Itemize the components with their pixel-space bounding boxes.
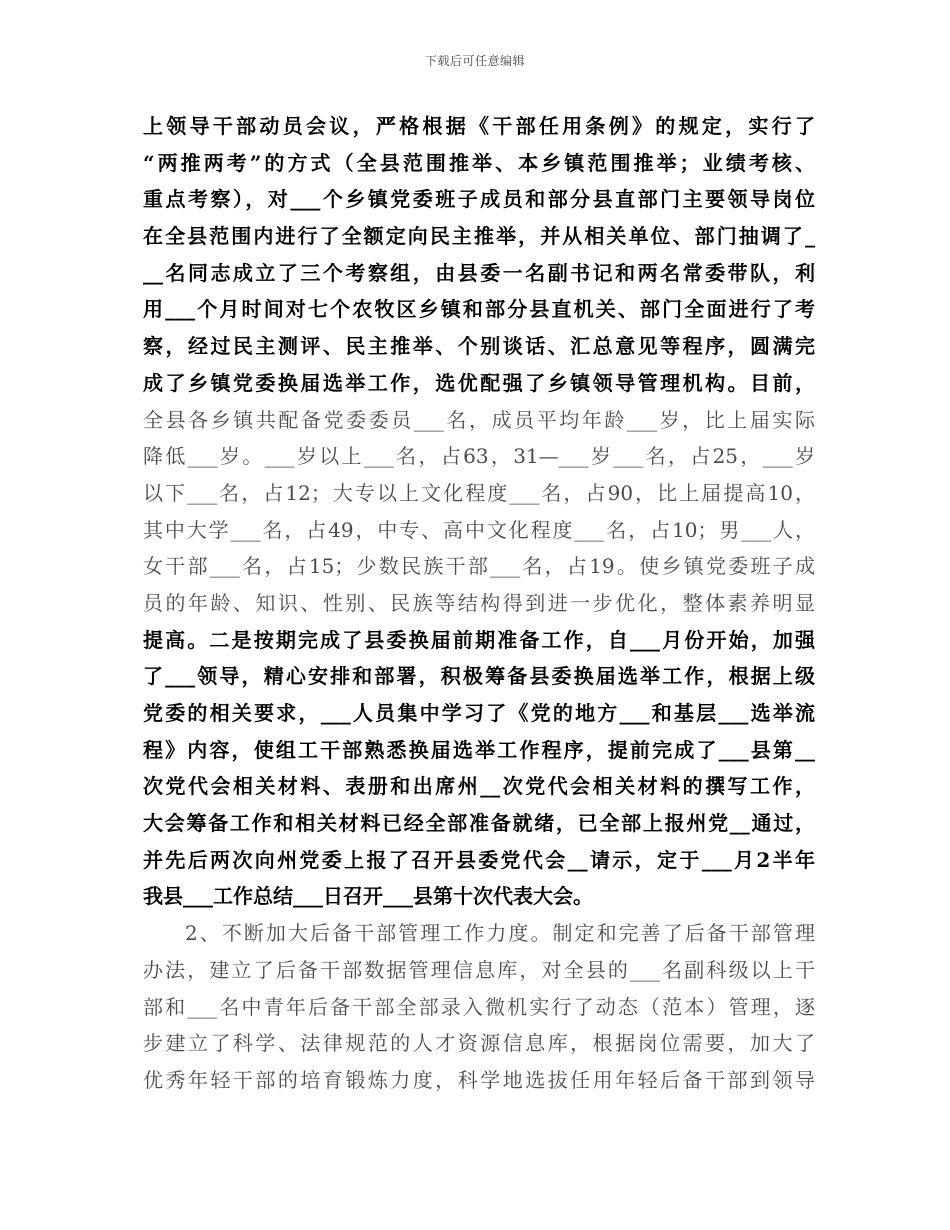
- text-line: 提高。二是按期完成了县委换届前期准备工作，自___月份开始，加强: [143, 627, 815, 652]
- section-heading-line: 2、不断加大后备干部管理工作力度。制定和完善了后备干部管理: [185, 921, 815, 946]
- page-header: 下载后可任意编辑: [424, 54, 525, 68]
- text-line: 部和___名中青年后备干部全部录入微机实行了动态（范本）管理，逐: [143, 994, 815, 1019]
- text-line: 察，经过民主测评、民主推举、个别谈话、汇总意见等程序，圆满完: [143, 334, 815, 359]
- text-line: 次党代会相关材料、表册和出席州__次党代会相关材料的撰写工作，: [143, 774, 815, 799]
- text-line: 优秀年轻干部的培育锻炼力度，科学地选拔任用年轻后备干部到领导: [143, 1067, 815, 1092]
- text-line: 用___个月时间对七个农牧区乡镇和部分县直机关、部门全面进行了考: [143, 297, 815, 322]
- text-line: 上领导干部动员会议，严格根据《干部任用条例》的规定，实行了: [143, 114, 815, 138]
- text-line: 大会筹备工作和相关材料已经全部准备就绪，已全部上报州党__通过，: [143, 811, 815, 836]
- text-line: 在全县范围内进行了全额定向民主推举，并从相关单位、部门抽调了_: [143, 224, 815, 249]
- text-line: 其中大学___名，占49，中专、高中文化程度___名，占10；男___人，: [143, 517, 815, 542]
- text-line: 员的年龄、知识、性别、民族等结构得到进一步优化，整体素养明显: [143, 590, 815, 615]
- text-line: 降低___岁。___岁以上___名，占63，31—___岁___名，占25，___岁: [143, 444, 815, 469]
- text-line: 全县各乡镇共配备党委委员___名，成员平均年龄___岁，比上届实际: [143, 407, 815, 432]
- text-line: “两推两考”的方式（全县范围推举、本乡镇范围推举；业绩考核、: [143, 150, 815, 175]
- text-line: 成了乡镇党委换届选举工作，选优配强了乡镇领导管理机构。目前，: [143, 370, 815, 395]
- text-line: 并先后两次向州党委上报了召开县委党代会__请示，定于___月2半年: [143, 847, 815, 872]
- document-body: [143, 108, 815, 1099]
- text-line: 程》内容，使组工干部熟悉换届选举工作程序，提前完成了___县第__: [143, 737, 815, 762]
- text-line: 女干部___名，占15；少数民族干部___名，占19。使乡镇党委班子成: [143, 554, 815, 579]
- text-line: 党委的相关要求，___人员集中学习了《党的地方___和基层___选举流: [143, 701, 815, 725]
- text-line: __名同志成立了三个考察组，由县委一名副书记和两名常委带队，利: [143, 260, 815, 285]
- text-line: 步建立了科学、法律规范的人才资源信息库，根据岗位需要，加大了: [143, 1031, 815, 1056]
- text-line: 我县___工作总结___日召开___县第十次代表大会。: [143, 884, 593, 909]
- text-line: 办法，建立了后备干部数据管理信息库，对全县的___名副科级以上干: [143, 957, 815, 982]
- text-line: 了___领导，精心安排和部署，积极筹备县委换届选举工作，根据上级: [143, 664, 815, 689]
- text-line: 重点考察），对___个乡镇党委班子成员和部分县直部门主要领导岗位: [143, 187, 815, 212]
- text-line: 以下___名，占12；大专以上文化程度___名，占90，比上届提高10，: [143, 480, 815, 505]
